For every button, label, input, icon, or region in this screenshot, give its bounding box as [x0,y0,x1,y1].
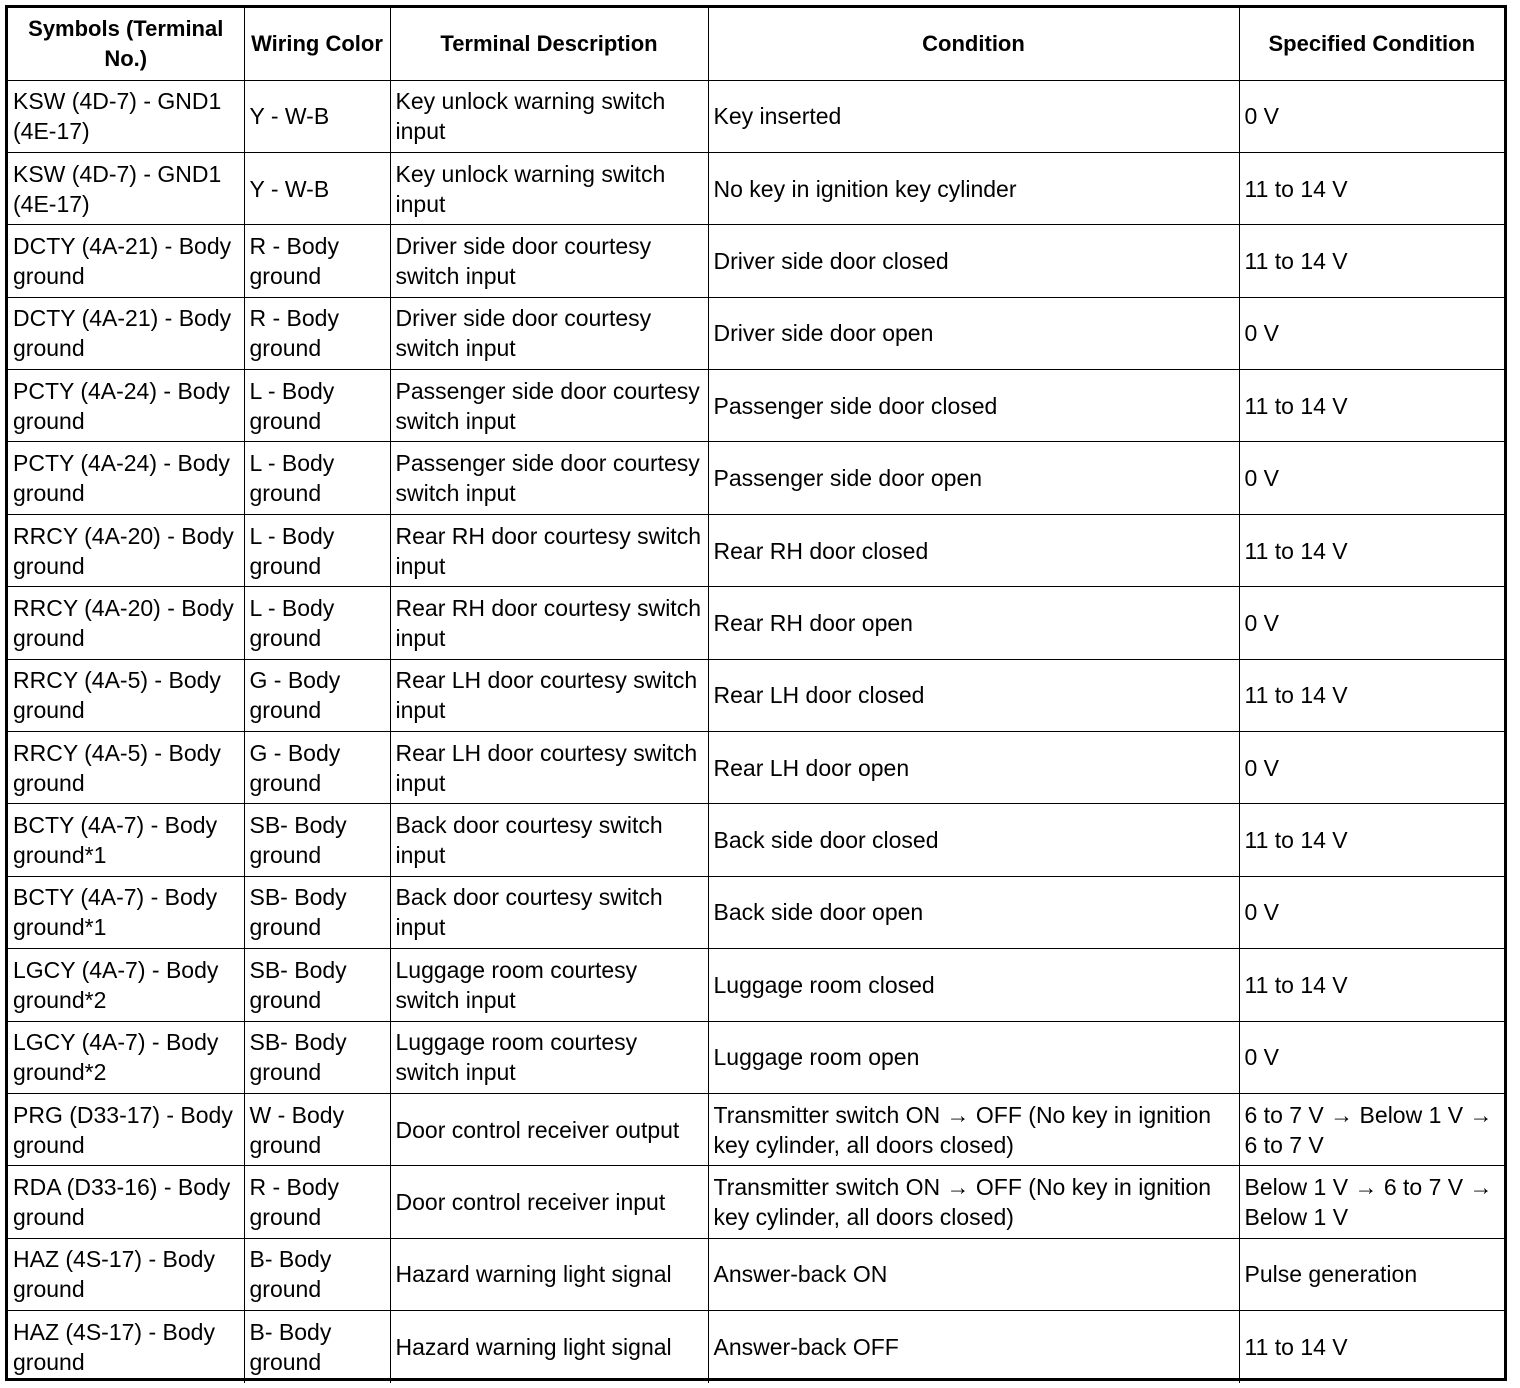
cell-symbols: RRCY (4A-5) - Body ground [8,659,244,731]
table-row [8,804,1504,876]
cell-condition: Passenger side door closed [708,370,1239,442]
header-wiring-color: Wiring Color [244,8,390,80]
cell-wiring-color: B- Body ground [244,1238,390,1310]
cell-condition: Answer-back OFF [708,1311,1239,1383]
cell-specified-condition: 0 V [1239,80,1504,152]
cell-specified-condition: 0 V [1239,297,1504,369]
table-row [8,1166,1504,1238]
cell-wiring-color: W - Body ground [244,1093,390,1165]
cell-specified-condition: 11 to 14 V [1239,804,1504,876]
cell-wiring-color: Y - W-B [244,152,390,224]
cell-terminal-description: Passenger side door courtesy switch input [390,370,708,442]
cell-condition: Driver side door closed [708,225,1239,297]
cell-specified-condition: 11 to 14 V [1239,659,1504,731]
terminal-spec-table-frame [5,5,1507,1381]
cell-wiring-color: SB- Body ground [244,804,390,876]
cell-symbols: PRG (D33-17) - Body ground [8,1093,244,1165]
cell-symbols: PCTY (4A-24) - Body ground [8,370,244,442]
cell-specified-condition: 6 to 7 V → Below 1 V → 6 to 7 V [1239,1093,1504,1165]
header-row [8,8,1504,80]
cell-condition: Answer-back ON [708,1238,1239,1310]
header-specified-condition: Specified Condition [1239,8,1504,80]
table-row [8,1311,1504,1383]
cell-specified-condition: 11 to 14 V [1239,1311,1504,1383]
cell-wiring-color: L - Body ground [244,514,390,586]
table-row [8,1238,1504,1310]
cell-terminal-description: Driver side door courtesy switch input [390,225,708,297]
cell-terminal-description: Key unlock warning switch input [390,80,708,152]
cell-condition: Transmitter switch ON → OFF (No key in ignition key cylinder, all doors closed) [708,1093,1239,1165]
cell-wiring-color: SB- Body ground [244,949,390,1021]
cell-terminal-description: Passenger side door courtesy switch input [390,442,708,514]
cell-terminal-description: Door control receiver input [390,1166,708,1238]
table-row [8,442,1504,514]
cell-symbols: HAZ (4S-17) - Body ground [8,1238,244,1310]
cell-terminal-description: Hazard warning light signal [390,1311,708,1383]
cell-wiring-color: R - Body ground [244,297,390,369]
cell-wiring-color: Y - W-B [244,80,390,152]
cell-condition: Back side door closed [708,804,1239,876]
cell-terminal-description: Luggage room courtesy switch input [390,1021,708,1093]
cell-specified-condition: 0 V [1239,1021,1504,1093]
cell-symbols: BCTY (4A-7) - Body ground*1 [8,876,244,948]
cell-specified-condition: 11 to 14 V [1239,949,1504,1021]
header-symbols: Symbols (Terminal No.) [8,8,244,80]
cell-symbols: BCTY (4A-7) - Body ground*1 [8,804,244,876]
cell-condition: Back side door open [708,876,1239,948]
cell-wiring-color: R - Body ground [244,225,390,297]
cell-wiring-color: L - Body ground [244,587,390,659]
table-body [8,80,1504,1383]
table-row [8,370,1504,442]
cell-specified-condition: 0 V [1239,732,1504,804]
cell-terminal-description: Rear RH door courtesy switch input [390,587,708,659]
cell-symbols: RDA (D33-16) - Body ground [8,1166,244,1238]
cell-condition: Key inserted [708,80,1239,152]
table-row [8,152,1504,224]
cell-specified-condition: 11 to 14 V [1239,152,1504,224]
cell-condition: Driver side door open [708,297,1239,369]
terminal-spec-table [8,8,1504,1383]
cell-wiring-color: SB- Body ground [244,876,390,948]
cell-terminal-description: Back door courtesy switch input [390,804,708,876]
cell-condition: Rear LH door closed [708,659,1239,731]
cell-condition: Passenger side door open [708,442,1239,514]
cell-condition: Rear LH door open [708,732,1239,804]
cell-wiring-color: L - Body ground [244,442,390,514]
cell-symbols: RRCY (4A-5) - Body ground [8,732,244,804]
table-header [8,8,1504,80]
table-row [8,514,1504,586]
cell-symbols: PCTY (4A-24) - Body ground [8,442,244,514]
cell-terminal-description: Rear RH door courtesy switch input [390,514,708,586]
cell-specified-condition: 0 V [1239,876,1504,948]
table-row [8,297,1504,369]
cell-wiring-color: G - Body ground [244,732,390,804]
cell-terminal-description: Rear LH door courtesy switch input [390,732,708,804]
cell-terminal-description: Back door courtesy switch input [390,876,708,948]
cell-wiring-color: L - Body ground [244,370,390,442]
cell-symbols: KSW (4D-7) - GND1 (4E-17) [8,152,244,224]
table-row [8,659,1504,731]
table-row [8,732,1504,804]
table-row [8,225,1504,297]
cell-symbols: DCTY (4A-21) - Body ground [8,297,244,369]
header-terminal-description: Terminal Description [390,8,708,80]
cell-terminal-description: Key unlock warning switch input [390,152,708,224]
cell-specified-condition: 11 to 14 V [1239,514,1504,586]
cell-terminal-description: Hazard warning light signal [390,1238,708,1310]
table-row [8,80,1504,152]
cell-specified-condition: Below 1 V → 6 to 7 V → Below 1 V [1239,1166,1504,1238]
cell-symbols: LGCY (4A-7) - Body ground*2 [8,1021,244,1093]
cell-specified-condition: 11 to 14 V [1239,225,1504,297]
cell-symbols: KSW (4D-7) - GND1 (4E-17) [8,80,244,152]
table-row [8,949,1504,1021]
header-condition: Condition [708,8,1239,80]
table-row [8,1021,1504,1093]
cell-specified-condition: 11 to 14 V [1239,370,1504,442]
cell-specified-condition: 0 V [1239,442,1504,514]
cell-symbols: RRCY (4A-20) - Body ground [8,514,244,586]
cell-condition: Transmitter switch ON → OFF (No key in ignition key cylinder, all doors closed) [708,1166,1239,1238]
table-row [8,876,1504,948]
cell-terminal-description: Luggage room courtesy switch input [390,949,708,1021]
cell-symbols: DCTY (4A-21) - Body ground [8,225,244,297]
cell-terminal-description: Rear LH door courtesy switch input [390,659,708,731]
cell-terminal-description: Driver side door courtesy switch input [390,297,708,369]
table-row [8,1093,1504,1165]
cell-specified-condition: 0 V [1239,587,1504,659]
cell-condition: Rear RH door closed [708,514,1239,586]
cell-specified-condition: Pulse generation [1239,1238,1504,1310]
cell-terminal-description: Door control receiver output [390,1093,708,1165]
cell-wiring-color: B- Body ground [244,1311,390,1383]
table-row [8,587,1504,659]
cell-wiring-color: SB- Body ground [244,1021,390,1093]
cell-symbols: LGCY (4A-7) - Body ground*2 [8,949,244,1021]
cell-wiring-color: R - Body ground [244,1166,390,1238]
cell-condition: Luggage room closed [708,949,1239,1021]
cell-wiring-color: G - Body ground [244,659,390,731]
cell-symbols: HAZ (4S-17) - Body ground [8,1311,244,1383]
cell-condition: Luggage room open [708,1021,1239,1093]
cell-condition: Rear RH door open [708,587,1239,659]
cell-symbols: RRCY (4A-20) - Body ground [8,587,244,659]
cell-condition: No key in ignition key cylinder [708,152,1239,224]
